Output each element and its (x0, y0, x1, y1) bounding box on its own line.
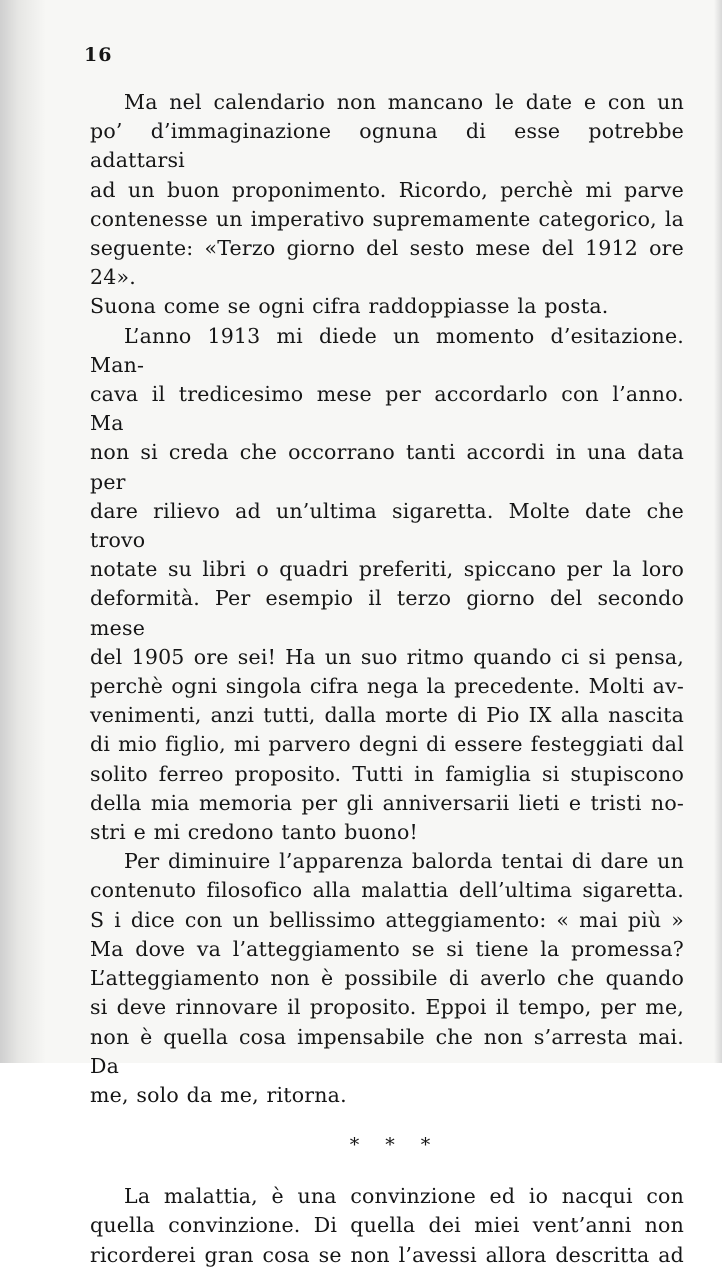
text-line: Ma nel calendario non mancano le date e con un (124, 90, 684, 114)
text-line: perchè ogni singola cifra nega la precedente. Molti av- (90, 674, 684, 699)
text-line: Per diminuire l’apparenza balorda tentai di dare un (124, 849, 684, 874)
text-line: ricorderei gran cosa se non l’avessi allora descritta ad (90, 1242, 684, 1267)
text-line: dare rilievo ad un’ultima sigaretta. Molte date che trovo (90, 498, 684, 553)
text-line: Ma dove va l’atteggiamento se si tiene la promessa? (90, 936, 684, 961)
text-line: cava il tredicesimo mese per accordarlo con l’anno. Ma (90, 382, 684, 436)
text-line: notate su libri o quadri preferiti, spiccano per la loro (90, 557, 684, 582)
section-separator: * * * (349, 1134, 441, 1157)
text-line: del 1905 ore sei! Ha un suo ritmo quando ci si pensa, (90, 644, 684, 669)
text-line: non si creda che occorrano tanti accordi in una data per (90, 440, 684, 494)
paragraph-3 (90, 847, 684, 1110)
text-line: po’ d’immaginazione ognuna di esse potrebbe adattarsi (90, 119, 684, 173)
text-line: di mio figlio, mi parvero degni di essere festeggiati dal (90, 732, 684, 757)
text-line: venimenti, anzi tutti, dalla morte di Pio IX alla nascita (90, 703, 684, 728)
body-text (90, 88, 684, 1270)
text-line: si deve rinnovare il proposito. Eppoi il tempo, per me, (90, 995, 684, 1020)
text-line: La malattia, è una convinzione ed io nacqui con (124, 1184, 684, 1209)
text-line: L’atteggiamento non è possibile di averlo che quando (90, 966, 684, 991)
page-number: 16 (84, 44, 113, 66)
paragraph-1 (90, 88, 684, 322)
text-line: deformità. Per esempio il terzo giorno del secondo mese (90, 586, 684, 640)
binding-shadow (0, 0, 46, 1063)
text-line: L’anno 1913 mi diede un momento d’esitazione. Man- (90, 323, 684, 377)
text-line: della mia memoria per gli anniversarii lieti e tristi no- (90, 790, 684, 815)
text-line: Suona come se ogni cifra raddoppiasse la posta. (90, 294, 609, 319)
text-line: me, solo da me, ritorna. (90, 1082, 347, 1107)
paragraph-2 (90, 322, 684, 848)
text-line: ad un buon proponimento. Ricordo, perchè mi parve (90, 177, 684, 202)
text-line: solito ferreo proposito. Tutti in famiglia si stupiscono (90, 761, 684, 786)
text-line: S i dice con un bellissimo atteggiamento: « mai più » (90, 907, 684, 932)
text-line: quella convinzione. Di quella dei miei vent’anni non (90, 1213, 684, 1238)
paragraph-4 (90, 1182, 684, 1270)
page-edge (714, 0, 722, 1063)
text-line: stri e mi credono tanto buono! (90, 820, 418, 845)
text-line: contenuto filosofico alla malattia dell’ultima sigaretta. (90, 878, 684, 903)
text-line: non è quella cosa impensabile che non s’arresta mai. Da (90, 1024, 684, 1078)
text-line: contenesse un imperativo supremamente categorico, la (90, 206, 684, 231)
text-line: seguente: «Terzo giorno del sesto mese del 1912 ore 24». (90, 236, 684, 290)
